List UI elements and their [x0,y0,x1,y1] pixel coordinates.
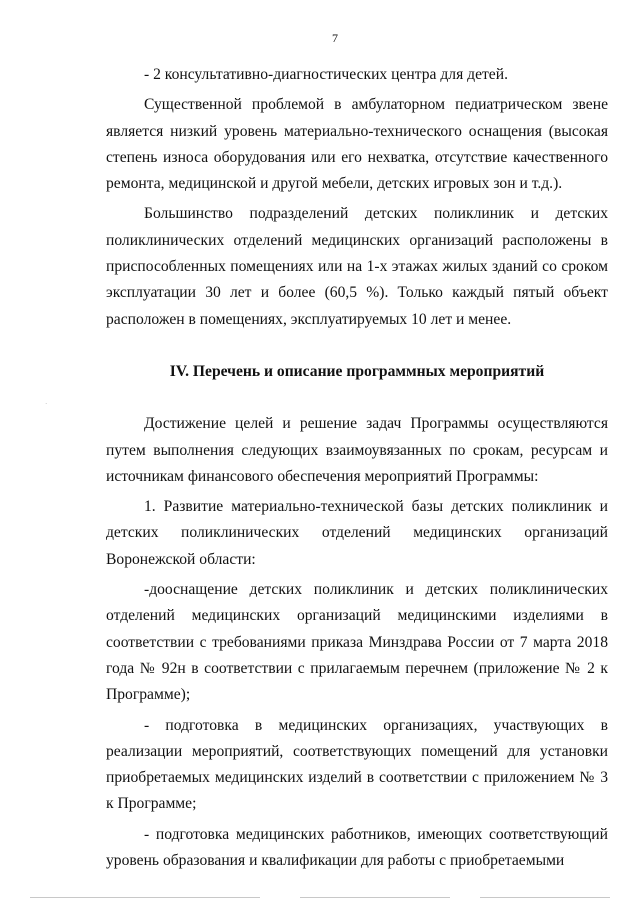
document-body [106,62,608,874]
paragraph-equipment-supply: -дооснащение детских поликлиник и детских поликлинических отделений медицинских организаций медицинскими изделиями в соответствии с требованиями приказа Минздрава России от 7 марта 2018 года № 92н в соответствии с прилагаемым перечнем (приложение № 2 к Программе); [106,581,608,704]
paragraph-measure-1: 1. Развитие материально-технической базы детских поликлиник и детских поликлинических отделений медицинских организаций Воронежской области: [106,498,608,568]
paragraph-program-intro: Достижение целей и решение задач Программы осуществляются путем выполнения следующих взаимоувязанных по срокам, ресурсам и источникам финансового обеспечения мероприятий Программы: [106,415,608,485]
bottom-scan-line [300,897,450,898]
paragraph-centers-list-item: - 2 консультативно-диагностических центра для детей. [144,66,508,83]
margin-mark: · [45,400,48,408]
page-number: 7 [332,31,338,45]
paragraph-problem-statement: Существенной проблемой в амбулаторном педиатрическом звене является низкий уровень материально-технического оснащения (высокая степень износа оборудования или его нехватка, отсутствие качественного ремонта, медицинской и другой мебели, детских игровых зон и т.д.). [106,96,608,193]
bottom-scan-line [30,897,260,898]
paragraph-premises-preparation: - подготовка в медицинских организациях, участвующих в реализации мероприятий, соответствующих помещений для установки приобретаемых медицинских изделий в соответствии с приложением № 3 к Программе; [106,716,608,813]
section-heading: IV. Перечень и описание программных мероприятий [169,362,545,380]
paragraph-staff-training: - подготовка медицинских работников, имеющих соответствующий уровень образования и квалификации для работы с приобретаемыми [106,825,608,870]
paragraph-premises-condition: Большинство подразделений детских поликлиник и детских поликлинических отделений медицинских организаций расположены в приспособленных помещениях или на 1-х этажах жилых зданий со сроком эксплуатации 30 лет и более (60,5 %). Только каждый пятый объект расположен в помещениях, эксплуатируемых 10 лет и менее. [106,205,608,328]
bottom-scan-line [480,897,610,898]
